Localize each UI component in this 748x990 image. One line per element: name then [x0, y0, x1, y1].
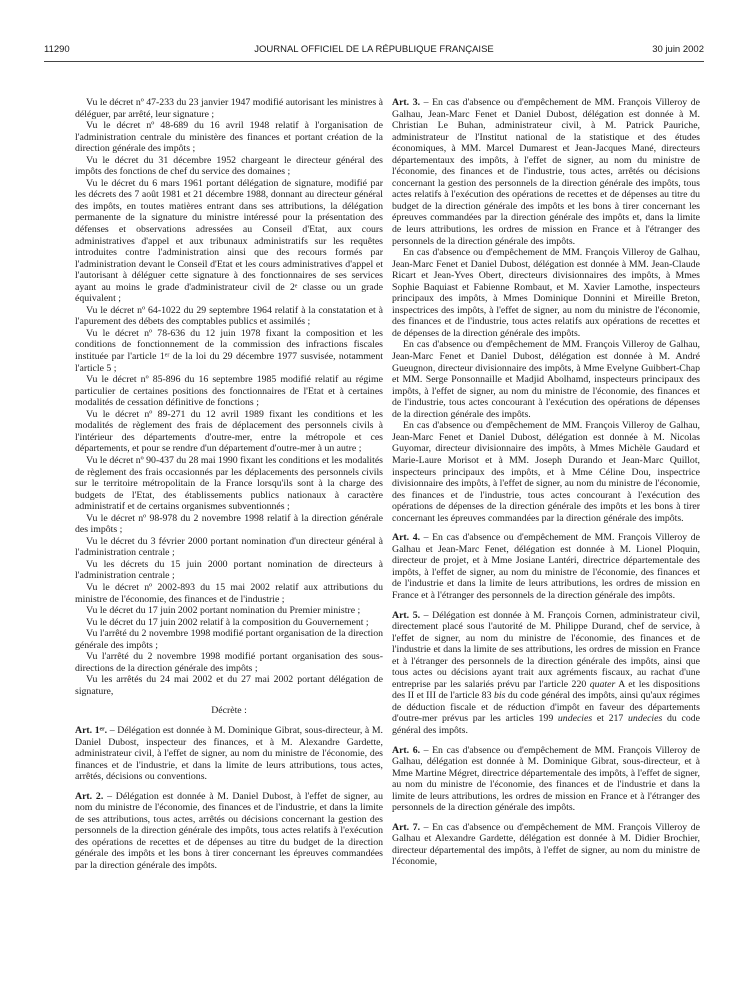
article-6 — [392, 745, 700, 814]
paragraph: Vu le décret nº 98-978 du 2 novembre 1998 relatif à la direction générale des impôts ; — [75, 512, 383, 536]
paragraph: Vu le décret nº 64-1022 du 29 septembre 1964 relatif à la constatation et à l'apurement des débets des comptables publics et assimilés ; — [75, 304, 383, 328]
paragraph: Vu le décret du 17 juin 2002 portant nomination du Premier ministre ; — [86, 605, 361, 617]
paragraph: Vu le décret du 6 mars 1961 portant délégation de signature, modifié par les décrets des 7 août 1981 et 21 décembre 1988, donnant au directeur général des impôts, en toutes matières entrant dans ses attributions, la délégation permanente de la signature du ministre intéressé pour la présentation des défenses et observations adressées au Conseil d'Etat, aux cours administratives d'appel et aux tribunaux administratifs sur les requêtes introduites contre l'administration ainsi que des recours formés par l'administration devant le Conseil d'Etat et les cours administratives d'appel et l'autorisant à déléguer cette signature à des fonctionnaires de ses services ayant au moins le grade d'administrateur civil de 2ᵉ classe ou un grade équivalent ; — [75, 177, 383, 305]
paragraph: Vu les décrets du 15 juin 2000 portant nomination de directeurs à l'administration centrale ; — [75, 558, 383, 582]
italic-term: undecies — [628, 713, 663, 725]
paragraph: Vu le décret du 17 juin 2002 relatif à la composition du Gouvernement ; — [86, 616, 369, 628]
article-label: Art. 5. — [392, 609, 421, 621]
paragraph: Vu les arrêtés du 24 mai 2002 et du 27 mai 2002 portant délégation de signature, — [75, 674, 383, 697]
article-text: du code général des impôts. — [392, 713, 700, 736]
article-label: Art. 6. — [392, 744, 421, 756]
paragraph: Vu le décret du 31 décembre 1952 chargeant le directeur général des impôts des fonctions de chef du service des domaines ; — [75, 154, 383, 178]
article-5 — [392, 610, 700, 737]
article-text: A et les dispositions des II et III de l'article 83 — [392, 678, 700, 702]
article-label: Art. 2. — [75, 790, 104, 802]
paragraph: Vu le décret nº 2002-893 du 15 mai 2002 relatif aux attributions du ministre de l'économie, des finances et de l'industrie ; — [75, 581, 383, 605]
article-2 — [75, 791, 383, 872]
journal-title: JOURNAL OFFICIEL DE LA RÉPUBLIQUE FRANÇAISE — [254, 44, 494, 55]
article-label: Art. 4. — [392, 532, 421, 544]
article-label: Art. 3. — [392, 97, 421, 108]
italic-term: bis — [493, 690, 506, 702]
paragraph: Vu le décret nº 47-233 du 23 janvier 1947 modifié autorisant les ministres à déléguer, par arrêté, leur signature ; — [75, 97, 383, 120]
article-7 — [392, 822, 700, 868]
page-number: 11290 — [44, 44, 70, 55]
paragraph: En cas d'absence ou d'empêchement de MM. François Villeroy de Galhau, Jean-Marc Fenet et Daniel Dubost, délégation est donnée à M. Nicolas Guyomar, directeur divisionnaire des impôts, à Mmes Michèle Gaudard et Marie-Laure Morisot et à MM. Joseph Durando et Jean-Marc Quillot, inspecteurs principaux des impôts, et à Mme Céline Dou, inspectrice divisionnaire des impôts, à l'effet de signer, au nom du ministre de l'économie, des finances et de l'industrie, tous actes concourant à l'exécution des opérations de dépenses de la direction générale des impôts et les bons à tirer concernant les épreuves commandées par la direction générale des impôts. — [392, 420, 700, 524]
article-text: – En cas d'absence ou d'empêchement de MM. François Villeroy de Galhau et Jean-Marc Fenet, délégation est donnée à M. Lionel Ploquin, directeur de projet, et à Mme Josiane Lantéri, directrice départementale des impôts, à l'effet de signer, au nom du ministre de l'économie, des finances et de l'industrie et dans la limite de leurs attributions, les ordres de mission en France et à l'étranger des personnels de la direction générale des impôts. — [392, 532, 700, 601]
decrete-heading: Décrète : — [211, 705, 247, 717]
page-header — [44, 44, 704, 58]
article-text: – En cas d'absence ou d'empêchement de MM. François Villeroy de Galhau, Jean-Marc Fenet et Daniel Dubost, délégation est donnée à M. Christian Le Buhan, administrateur civil, à M. Patrick Pauriche, administrateur de l'Institut national de la statistique et des études économiques, à MM. Marcel Dumarest et Jean-Jacques Mané, directeurs départementaux des impôts, à l'effet de signer, au nom du ministre de l'économie, des finances et de l'industrie, tous actes, arrêtés ou décisions concernant la gestion des personnels de la direction générale des impôts, tous actes relatifs à l'exécution des opérations de recettes et de dépenses au titre du budget de la direction générale des impôts et les bons à tirer concernant les épreuves commandées par la direction générale des impôts et, dans la limite de leurs attributions, les ordres de mission en France et à l'étranger des personnels de la direction générale des impôts. — [392, 97, 700, 247]
italic-term: quater — [589, 678, 616, 690]
paragraph: Vu le décret nº 48-689 du 16 avril 1948 relatif à l'organisation de l'administration centrale du ministère des finances et portant création de la direction générale des impôts ; — [75, 120, 383, 155]
paragraph: En cas d'absence ou d'empêchement de MM. François Villeroy de Galhau, Jean-Marc Fenet et Daniel Dubost, délégation est donnée à MM. Jean-Claude Ricart et Jean-Yves Obert, directeurs divisionnaires des impôts, à Mmes Sophie Baquiast et Fabienne Rombaut, et M. Xavier Lamothe, inspecteurs principaux des impôts, à Mmes Dominique Donnini et Mireille Breton, inspectrices des impôts, à l'effet de signer, au nom du ministre de l'économie, des finances et de l'industrie, tous actes relatifs aux opérations de recettes et de dépenses de la direction générale des impôts. — [392, 247, 700, 339]
paragraph: Vu l'arrêté du 2 novembre 1998 modifié portant organisation de la direction générale des impôts ; — [75, 628, 383, 651]
header-rule — [44, 61, 704, 62]
left-column — [75, 97, 383, 872]
right-column — [392, 97, 700, 868]
article-3 — [392, 97, 700, 247]
article-text: – En cas d'absence ou d'empêchement de MM. François Villeroy de Galhau, délégation est donnée à M. Dominique Gibrat, sous-directeur, et à Mme Martine Mégret, directrice départementale des impôts, à l'effet de signer, au nom du ministre de l'économie, des finances et de l'industrie et dans la limite de leurs attributions, les ordres de mission en France et à l'étranger des personnels de la direction générale des impôts. — [392, 744, 700, 814]
article-label: Art. 7. — [392, 821, 421, 833]
publication-date: 30 juin 2002 — [652, 44, 704, 55]
article-label: Art. 1ᵉʳ. — [75, 724, 108, 736]
paragraph: Vu le décret nº 85-896 du 16 septembre 1985 modifié relatif au régime particulier de certaines positions des fonctionnaires de l'Etat et à certaines modalités de cessation définitive de fonctions ; — [75, 374, 383, 409]
italic-term: undecies — [557, 713, 593, 725]
paragraph: Vu le décret nº 78-636 du 12 juin 1978 fixant la composition et les conditions de fonctionnement de la commission des infractions fiscales instituée par l'article 1ᵉʳ de la loi du 29 décembre 1977 susvisée, notamment l'article 5 ; — [75, 327, 383, 374]
article-text: – Délégation est donnée à M. François Cornen, administrateur civil, directement placé sous l'autorité de M. Philippe Durand, chef de service, à l'effet de signer, au nom du ministre de l'économie, des finances et de l'industrie et dans la limite de ses attributions, les ordres de mission en France et à l'étranger des personnels de la direction générale des impôts, ainsi que tous actes ou décisions ayant trait aux agréments fiscaux, au rachat d'une entreprise par les salariés prévu par l'article 220 — [392, 609, 700, 690]
article-4 — [392, 532, 700, 601]
article-text: et 217 — [592, 713, 629, 725]
paragraph: Vu le décret du 3 février 2000 portant nomination d'un directeur général à l'administration centrale ; — [75, 535, 383, 559]
article-text: – En cas d'absence ou d'empêchement de MM. François Villeroy de Galhau et Alexandre Gardette, délégation est donnée à M. Didier Brochier, directeur départemental des impôts, à l'effet de signer, au nom du ministre de l'économie, — [392, 821, 700, 868]
paragraph: En cas d'absence ou d'empêchement de MM. François Villeroy de Galhau, Jean-Marc Fenet et Daniel Dubost, délégation est donnée à M. André Gueugnon, directeur divisionnaire des impôts, à Mme Evelyne Guibbert-Chap et MM. Serge Ponsonnaille et Madjid Abolhamd, inspecteurs principaux des impôts, à l'effet de signer, au nom du ministre de l'économie, des finances et de l'industrie, tous actes concourant à l'exécution des opérations de dépenses de la direction générale des impôts. — [392, 339, 700, 420]
paragraph: Vu le décret nº 89-271 du 12 avril 1989 fixant les conditions et les modalités de règlement des frais de déplacement des personnels civils à l'intérieur des départements d'outre-mer, entre la métropole et ces départements, et pour se rendre d'un département d'outre-mer à un autre ; — [75, 408, 383, 455]
article-1 — [75, 725, 383, 783]
article-text: – Délégation est donnée à M. Daniel Dubost, à l'effet de signer, au nom du ministre de l'économie, des finances et de l'industrie, et dans la limite de ses attributions, tous actes, arrêtés ou décisions concernant la gestion des personnels de la direction générale des impôts, tous actes relatifs à l'exécution des opérations de recettes et de dépenses au titre du budget de la direction générale des impôts et les bons à tirer concernant les épreuves commandées par la direction générale des impôts. — [75, 790, 383, 871]
article-text: du code général des impôts, ainsi qu'aux régimes de déduction fiscale et de réduction d'impôt en faveur des départements d'outre-mer prévus par les articles 199 — [392, 690, 700, 725]
paragraph: Vu l'arrêté du 2 novembre 1998 modifié portant organisation des sous-directions de la direction générale des impôts ; — [75, 651, 383, 674]
article-text: – Délégation est donnée à M. Dominique Gibrat, sous-directeur, à M. Daniel Dubost, inspecteur des finances, et à M. Alexandre Gardette, administrateur civil, à l'effet de signer, au nom du ministre de l'économie, des finances et de l'industrie, et dans la limite de leurs attributions, tous actes, arrêtés, décisions ou conventions. — [75, 724, 383, 783]
paragraph: Vu le décret nº 90-437 du 28 mai 1990 fixant les conditions et les modalités de règlement des frais occasionnés par les déplacements des personnels civils sur le territoire métropolitain de la France lorsqu'ils sont à la charge des budgets de l'Etat, des établissements publics nationaux à caractère administratif et de certains organismes subventionnés ; — [75, 454, 383, 513]
